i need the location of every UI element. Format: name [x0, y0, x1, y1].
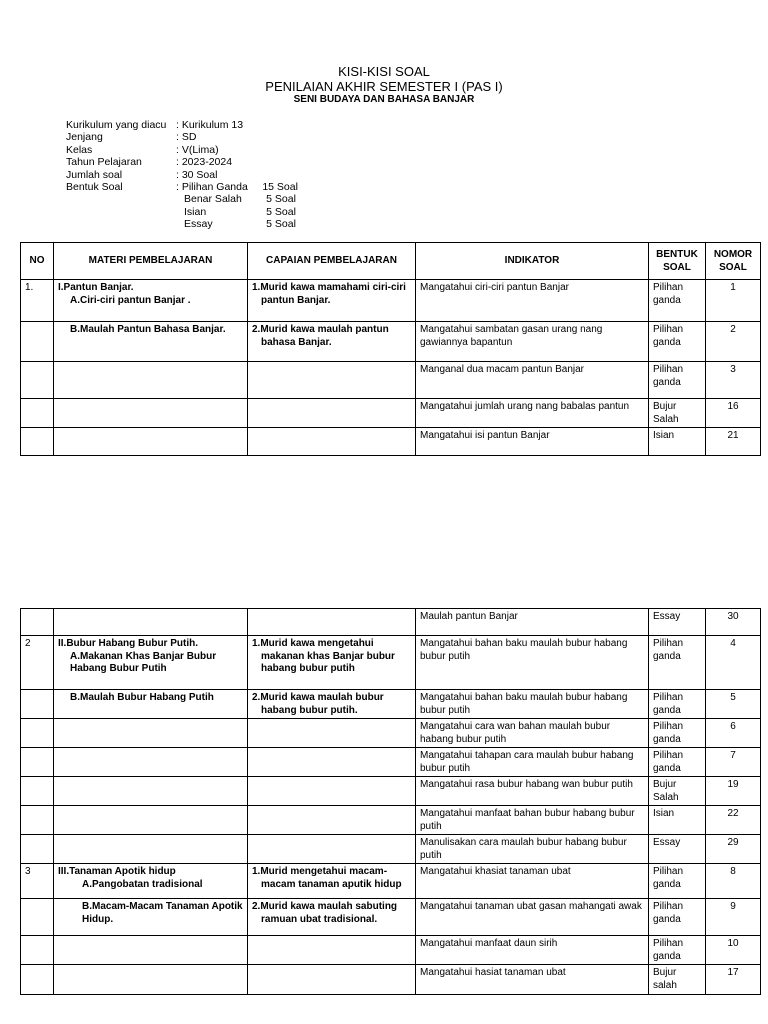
table-row: [21, 864, 761, 899]
materi-subtopic: A.Makanan Khas Banjar Bubur Habang Bubur Putih: [70, 650, 217, 674]
bentuk-soal-count: 15: [262, 181, 274, 194]
cell-nomor: 29: [706, 835, 761, 864]
table-row: [21, 362, 761, 399]
cell-capaian: [248, 636, 416, 690]
capaian-text: 1.Murid mengetahui macam-macam tanaman aputik hidup: [252, 866, 402, 890]
table-row: [21, 806, 761, 835]
cell-capaian: [248, 719, 416, 748]
cell-materi: [54, 322, 248, 362]
cell-nomor: 30: [706, 609, 761, 636]
cell-capaian: [248, 322, 416, 362]
meta-label: Jumlah soal: [66, 168, 123, 181]
cell-materi: [54, 899, 248, 936]
cell-bentuk: Pilihan ganda: [649, 864, 706, 899]
table-row: [21, 777, 761, 806]
bentuk-soal-unit: Soal: [272, 193, 296, 206]
cell-capaian: [248, 864, 416, 899]
cell-nomor: 17: [706, 965, 761, 995]
table-row: [21, 835, 761, 864]
bentuk-soal-type: Isian: [184, 205, 207, 218]
meta-value: : V(Lima): [176, 143, 219, 156]
cell-capaian: [248, 362, 416, 399]
cell-nomor: 4: [706, 636, 761, 690]
cell-materi: [54, 280, 248, 322]
cell-bentuk: Essay: [649, 835, 706, 864]
cell-no: [21, 399, 54, 428]
kisi-kisi-table-1: [20, 242, 761, 456]
cell-materi: [54, 806, 248, 835]
capaian-text: 1.Murid kawa mamahami ciri-ciri pantun Banjar.: [252, 282, 406, 306]
cell-bentuk: Pilihan ganda: [649, 362, 706, 399]
cell-materi: [54, 719, 248, 748]
cell-materi: [54, 748, 248, 777]
cell-nomor: 9: [706, 899, 761, 936]
cell-no: 3: [21, 864, 54, 899]
cell-materi: [54, 965, 248, 995]
cell-indikator: Mangatahui tahapan cara maulah bubur habang bubur putih: [416, 748, 649, 777]
meta-value: : SD: [176, 131, 197, 144]
cell-capaian: [248, 899, 416, 936]
cell-nomor: 5: [706, 690, 761, 719]
cell-capaian: [248, 609, 416, 636]
cell-materi: [54, 690, 248, 719]
header-indikator: INDIKATOR: [416, 243, 649, 280]
cell-indikator: Mangatahui isi pantun Banjar: [416, 428, 649, 456]
cell-nomor: 10: [706, 936, 761, 965]
capaian-text: 2.Murid kawa maulah sabuting ramuan ubat tradisional.: [252, 901, 398, 925]
meta-label: Kurikulum yang diacu: [66, 119, 167, 131]
table-row: [21, 399, 761, 428]
cell-materi: [54, 399, 248, 428]
cell-no: 1.: [21, 280, 54, 322]
bentuk-soal-type: Benar Salah: [184, 193, 242, 206]
bentuk-soal-unit: Soal: [272, 205, 296, 218]
cell-materi: [54, 936, 248, 965]
table-row: [21, 936, 761, 965]
bentuk-soal-count: 5: [266, 205, 272, 218]
table-row: [21, 322, 761, 362]
table-row: [21, 899, 761, 936]
cell-capaian: [248, 690, 416, 719]
table-row: [21, 609, 761, 636]
materi-topic: II.Bubur Habang Bubur Putih.: [58, 638, 198, 649]
cell-capaian: [248, 806, 416, 835]
header-no: NO: [21, 243, 54, 280]
cell-materi: [54, 609, 248, 636]
cell-no: [21, 965, 54, 995]
capaian-text: 2.Murid kawa maulah pantun bahasa Banjar.: [252, 324, 389, 348]
meta-value: : Kurikulum 13: [176, 119, 244, 131]
cell-indikator: Mangatahui manfaat bahan bubur habang bubur putih: [416, 806, 649, 835]
table-row: [21, 428, 761, 456]
cell-capaian: [248, 835, 416, 864]
meta-value: : 30 Soal: [176, 168, 218, 181]
cell-bentuk: Bujur Salah: [649, 399, 706, 428]
materi-subtopic: B.Macam-Macam Tanaman Apotik Hidup.: [82, 901, 243, 925]
cell-no: [21, 899, 54, 936]
cell-bentuk: Pilihan ganda: [649, 748, 706, 777]
metadata-block: [66, 119, 298, 231]
document-subject: SENI BUDAYA DAN BAHASA BANJAR: [293, 94, 475, 105]
materi-topic: I.Pantun Banjar.: [58, 282, 134, 293]
cell-indikator: Mangatahui jumlah urang nang babalas pantun: [416, 399, 649, 428]
materi-subtopic: B.Maulah Bubur Habang Putih: [70, 692, 214, 703]
cell-materi: [54, 777, 248, 806]
cell-bentuk: Pilihan ganda: [649, 690, 706, 719]
cell-indikator: Mangatahui khasiat tanaman ubat: [416, 864, 649, 899]
cell-capaian: [248, 936, 416, 965]
meta-value: : 2023-2024: [176, 156, 233, 169]
cell-nomor: 2: [706, 322, 761, 362]
meta-label: Jenjang: [66, 131, 103, 144]
cell-capaian: [248, 748, 416, 777]
cell-indikator: Mangatahui manfaat daun sirih: [416, 936, 649, 965]
cell-capaian: [248, 280, 416, 322]
cell-materi: [54, 362, 248, 399]
meta-label: Bentuk Soal: [66, 181, 123, 194]
bentuk-soal-unit: Soal: [274, 181, 298, 194]
cell-materi: [54, 835, 248, 864]
table-header-row: [21, 243, 761, 280]
materi-subtopic: A.Ciri-ciri pantun Banjar .: [70, 294, 191, 306]
cell-nomor: 1: [706, 280, 761, 322]
materi-subtopic: B.Maulah Pantun Bahasa Banjar.: [70, 324, 226, 335]
cell-materi: [54, 428, 248, 456]
table-row: [21, 690, 761, 719]
cell-no: [21, 609, 54, 636]
cell-no: [21, 936, 54, 965]
cell-indikator: Mangatahui bahan baku maulah bubur habang bubur putih: [416, 690, 649, 719]
bentuk-soal-count: 5: [266, 218, 272, 231]
table-row: [21, 280, 761, 322]
cell-bentuk: Pilihan ganda: [649, 636, 706, 690]
cell-no: [21, 690, 54, 719]
cell-bentuk: Bujur salah: [649, 965, 706, 995]
cell-materi: [54, 864, 248, 899]
header-capaian: CAPAIAN PEMBELAJARAN: [248, 243, 416, 280]
cell-indikator: Mangatahui tanaman ubat gasan mahangati awak: [416, 899, 649, 936]
bentuk-soal-type: Essay: [184, 218, 213, 231]
cell-bentuk: Pilihan ganda: [649, 322, 706, 362]
cell-indikator: Mangatahui bahan baku maulah bubur habang bubur putih: [416, 636, 649, 690]
bentuk-soal-unit: Soal: [272, 218, 296, 231]
cell-bentuk: Bujur Salah: [649, 777, 706, 806]
cell-no: [21, 362, 54, 399]
cell-bentuk: Pilihan ganda: [649, 280, 706, 322]
capaian-text: 2.Murid kawa maulah bubur habang bubur putih.: [252, 692, 384, 716]
table-row: [21, 748, 761, 777]
cell-no: 2: [21, 636, 54, 690]
cell-indikator: Mangatahui rasa bubur habang wan bubur putih: [416, 777, 649, 806]
cell-nomor: 21: [706, 428, 761, 456]
cell-no: [21, 835, 54, 864]
cell-capaian: [248, 399, 416, 428]
cell-nomor: 7: [706, 748, 761, 777]
cell-nomor: 16: [706, 399, 761, 428]
cell-indikator: Mangatahui hasiat tanaman ubat: [416, 965, 649, 995]
cell-materi: [54, 636, 248, 690]
header-materi: MATERI PEMBELAJARAN: [54, 243, 248, 280]
meta-label: Kelas: [66, 143, 93, 156]
cell-indikator: Maulah pantun Banjar: [416, 609, 649, 636]
document-header: [0, 64, 768, 106]
table-row: [21, 636, 761, 690]
cell-indikator: Mangatahui cara wan bahan maulah bubur habang bubur putih: [416, 719, 649, 748]
cell-no: [21, 806, 54, 835]
cell-nomor: 19: [706, 777, 761, 806]
cell-no: [21, 719, 54, 748]
cell-nomor: 22: [706, 806, 761, 835]
cell-indikator: Manulisakan cara maulah bubur habang bubur putih: [416, 835, 649, 864]
header-nomor: NOMOR SOAL: [706, 243, 761, 280]
cell-no: [21, 777, 54, 806]
materi-subtopic: A.Pangobatan tradisional: [82, 878, 203, 890]
cell-nomor: 3: [706, 362, 761, 399]
cell-bentuk: Isian: [649, 806, 706, 835]
capaian-text: 1.Murid kawa mengetahui makanan khas Banjar bubur habang bubur putih: [252, 638, 395, 674]
cell-bentuk: Pilihan ganda: [649, 719, 706, 748]
cell-indikator: Mangatahui ciri-ciri pantun Banjar: [416, 280, 649, 322]
meta-label: Tahun Pelajaran: [66, 156, 142, 169]
cell-nomor: 8: [706, 864, 761, 899]
kisi-kisi-table-2: [20, 608, 761, 995]
document-subtitle: PENILAIAN AKHIR SEMESTER I (PAS I): [265, 79, 503, 94]
cell-nomor: 6: [706, 719, 761, 748]
table-row: [21, 719, 761, 748]
materi-topic: III.Tanaman Apotik hidup: [58, 866, 176, 877]
cell-no: [21, 428, 54, 456]
cell-bentuk: Pilihan ganda: [649, 899, 706, 936]
document-title: KISI-KISI SOAL: [338, 64, 430, 79]
cell-bentuk: Pilihan ganda: [649, 936, 706, 965]
cell-capaian: [248, 428, 416, 456]
cell-capaian: [248, 965, 416, 995]
cell-capaian: [248, 777, 416, 806]
cell-bentuk: Essay: [649, 609, 706, 636]
table-row: [21, 965, 761, 995]
header-bentuk: BENTUK SOAL: [649, 243, 706, 280]
cell-indikator: Mangatahui sambatan gasan urang nang gawiannya bapantun: [416, 322, 649, 362]
bentuk-soal-type: : Pilihan Ganda: [176, 181, 248, 194]
cell-bentuk: Isian: [649, 428, 706, 456]
cell-no: [21, 322, 54, 362]
cell-no: [21, 748, 54, 777]
cell-indikator: Manganal dua macam pantun Banjar: [416, 362, 649, 399]
bentuk-soal-count: 5: [266, 193, 272, 206]
